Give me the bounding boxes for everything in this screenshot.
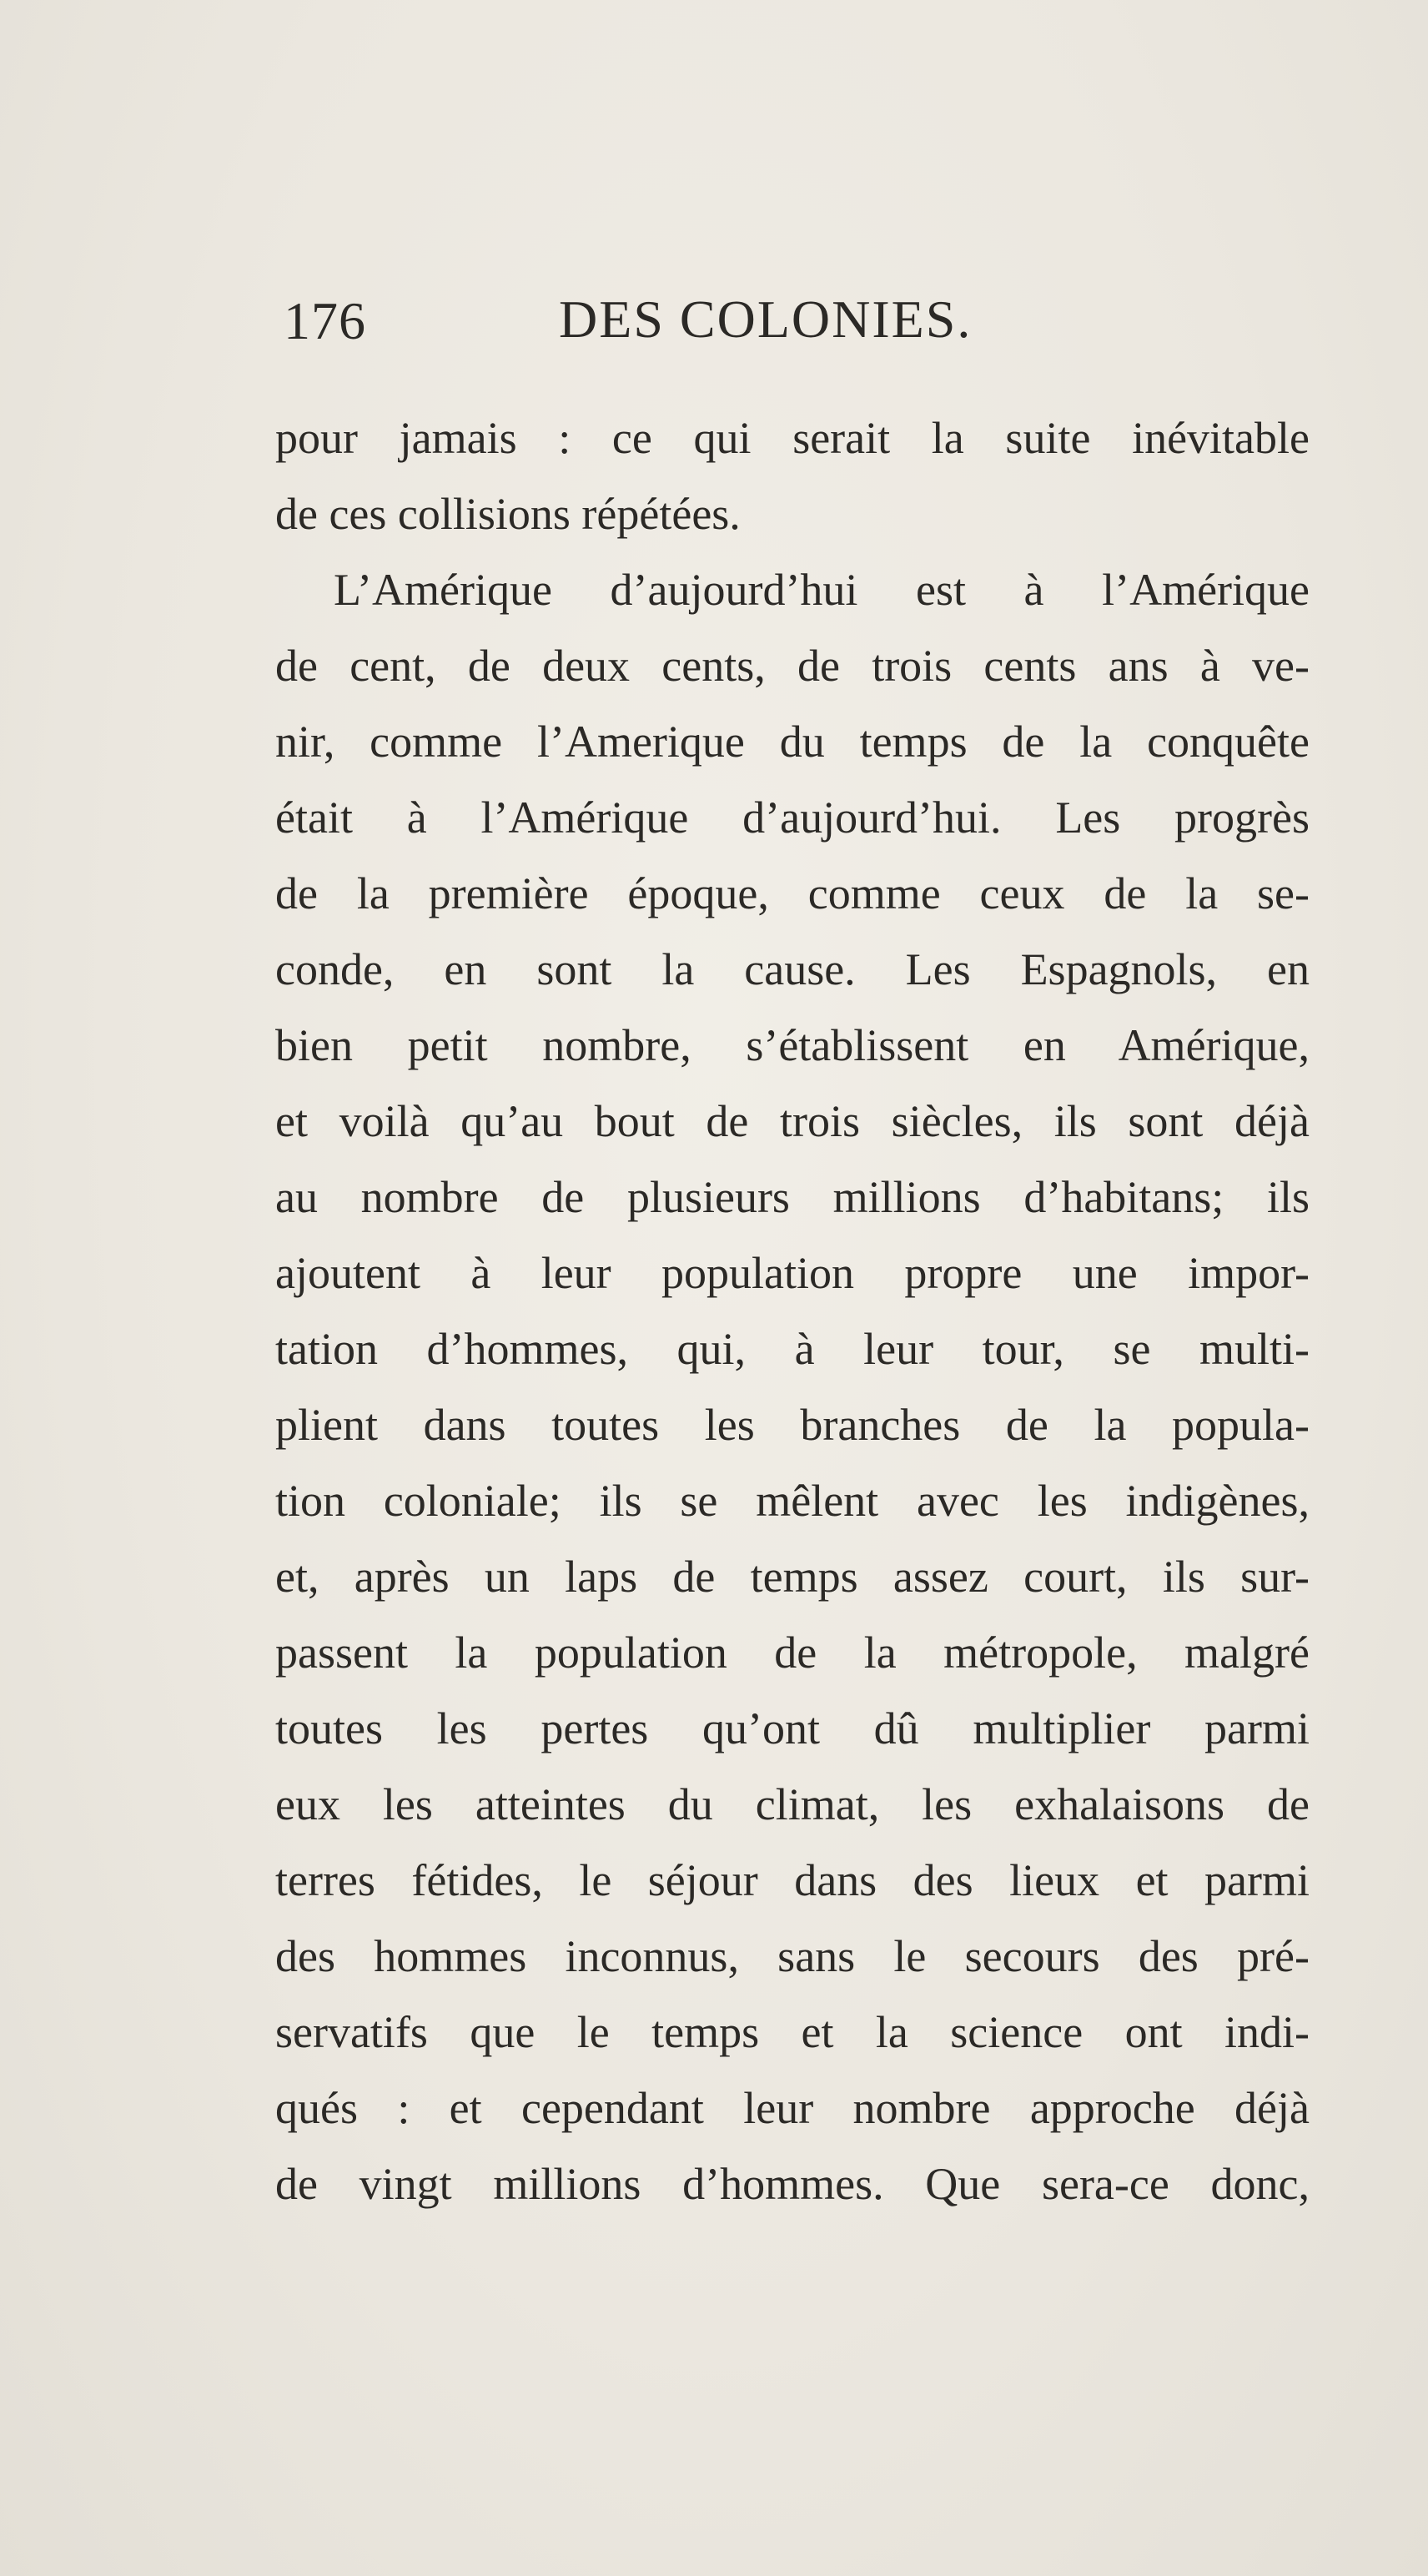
page-number: 176 <box>284 291 366 350</box>
text-line: tation d’hommes, qui, à leur tour, se multi- <box>275 1324 1310 1374</box>
text-line: toutes les pertes qu’ont dû multiplier parmi <box>275 1703 1310 1753</box>
body-text <box>275 400 1310 2222</box>
text-line: nir, comme l’Amerique du temps de la conquête <box>275 717 1310 767</box>
running-head: DES COLONIES. <box>559 289 973 349</box>
text-line: servatifs que le temps et la science ont indi- <box>275 2007 1310 2057</box>
text-line: de vingt millions d’hommes. Que sera-ce donc, <box>275 2159 1310 2209</box>
text-line: eux les atteintes du climat, les exhalaisons de <box>275 1779 1310 1829</box>
text-line: bien petit nombre, s’établissent en Amérique, <box>275 1020 1310 1070</box>
text-line: et voilà qu’au bout de trois siècles, ils sont déjà <box>275 1096 1310 1146</box>
text-line: était à l’Amérique d’aujourd’hui. Les progrès <box>275 792 1310 843</box>
text-line: et, après un laps de temps assez court, ils sur- <box>275 1552 1310 1602</box>
text-line: de ces collisions répétées. <box>275 489 741 539</box>
text-line: terres fétides, le séjour dans des lieux et parmi <box>275 1855 1310 1905</box>
text-line: de la première époque, comme ceux de la se- <box>275 868 1310 918</box>
text-line: de cent, de deux cents, de trois cents ans à ve- <box>275 641 1310 691</box>
text-line: L’Amérique d’aujourd’hui est à l’Amérique <box>334 565 1310 615</box>
text-line: des hommes inconnus, sans le secours des pré- <box>275 1931 1310 1981</box>
text-line: qués : et cependant leur nombre approche déjà <box>275 2083 1310 2133</box>
text-line: tion coloniale; ils se mêlent avec les indigènes, <box>275 1476 1310 1526</box>
page-header <box>275 284 1310 359</box>
text-line: ajoutent à leur population propre une impor- <box>275 1248 1310 1298</box>
text-line: conde, en sont la cause. Les Espagnols, en <box>275 944 1310 994</box>
text-line: au nombre de plusieurs millions d’habitans; ils <box>275 1172 1310 1222</box>
text-line: pour jamais : ce qui serait la suite inévitable <box>275 413 1310 463</box>
text-line: plient dans toutes les branches de la popula- <box>275 1400 1310 1450</box>
text-line: passent la population de la métropole, malgré <box>275 1628 1310 1678</box>
